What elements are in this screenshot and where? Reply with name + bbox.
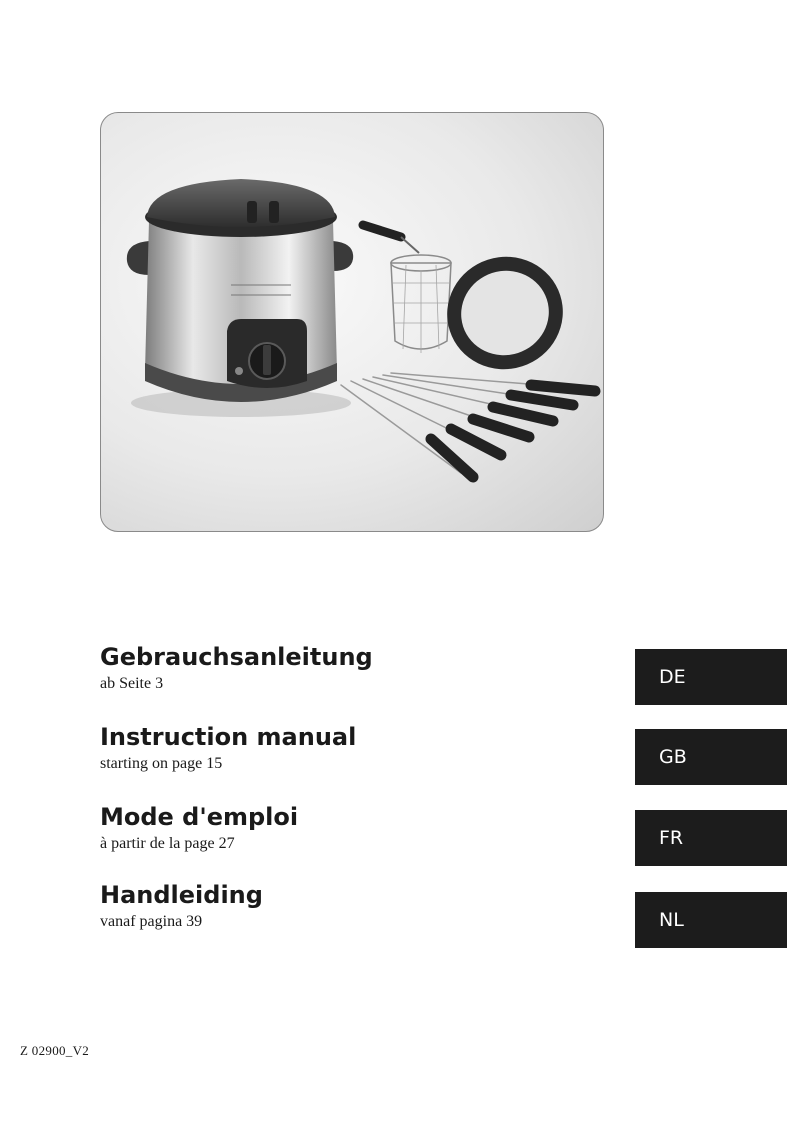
section-title: Handleiding — [100, 881, 263, 909]
lang-tab-de[interactable]: DE — [635, 649, 787, 705]
section-title: Instruction manual — [100, 723, 357, 751]
section-subtitle: vanaf pagina 39 — [100, 913, 203, 930]
section-de — [100, 642, 373, 694]
section-title: Gebrauchsanleitung — [100, 643, 373, 671]
lang-tab-fr[interactable]: FR — [635, 810, 787, 866]
lang-tab-gb[interactable]: GB — [635, 729, 787, 785]
document-code: Z 02900_V2 — [20, 1043, 90, 1058]
section-gb — [100, 722, 356, 774]
section-title: Mode d'emploi — [100, 803, 299, 831]
section-fr — [100, 802, 298, 854]
product-photo — [100, 112, 604, 532]
section-subtitle: à partir de la page 27 — [100, 835, 235, 852]
fryer-fondue-illustration — [101, 113, 603, 531]
section-nl — [100, 880, 263, 932]
section-subtitle: ab Seite 3 — [100, 675, 164, 692]
lang-tab-nl[interactable]: NL — [635, 892, 787, 948]
section-subtitle: starting on page 15 — [100, 755, 223, 772]
